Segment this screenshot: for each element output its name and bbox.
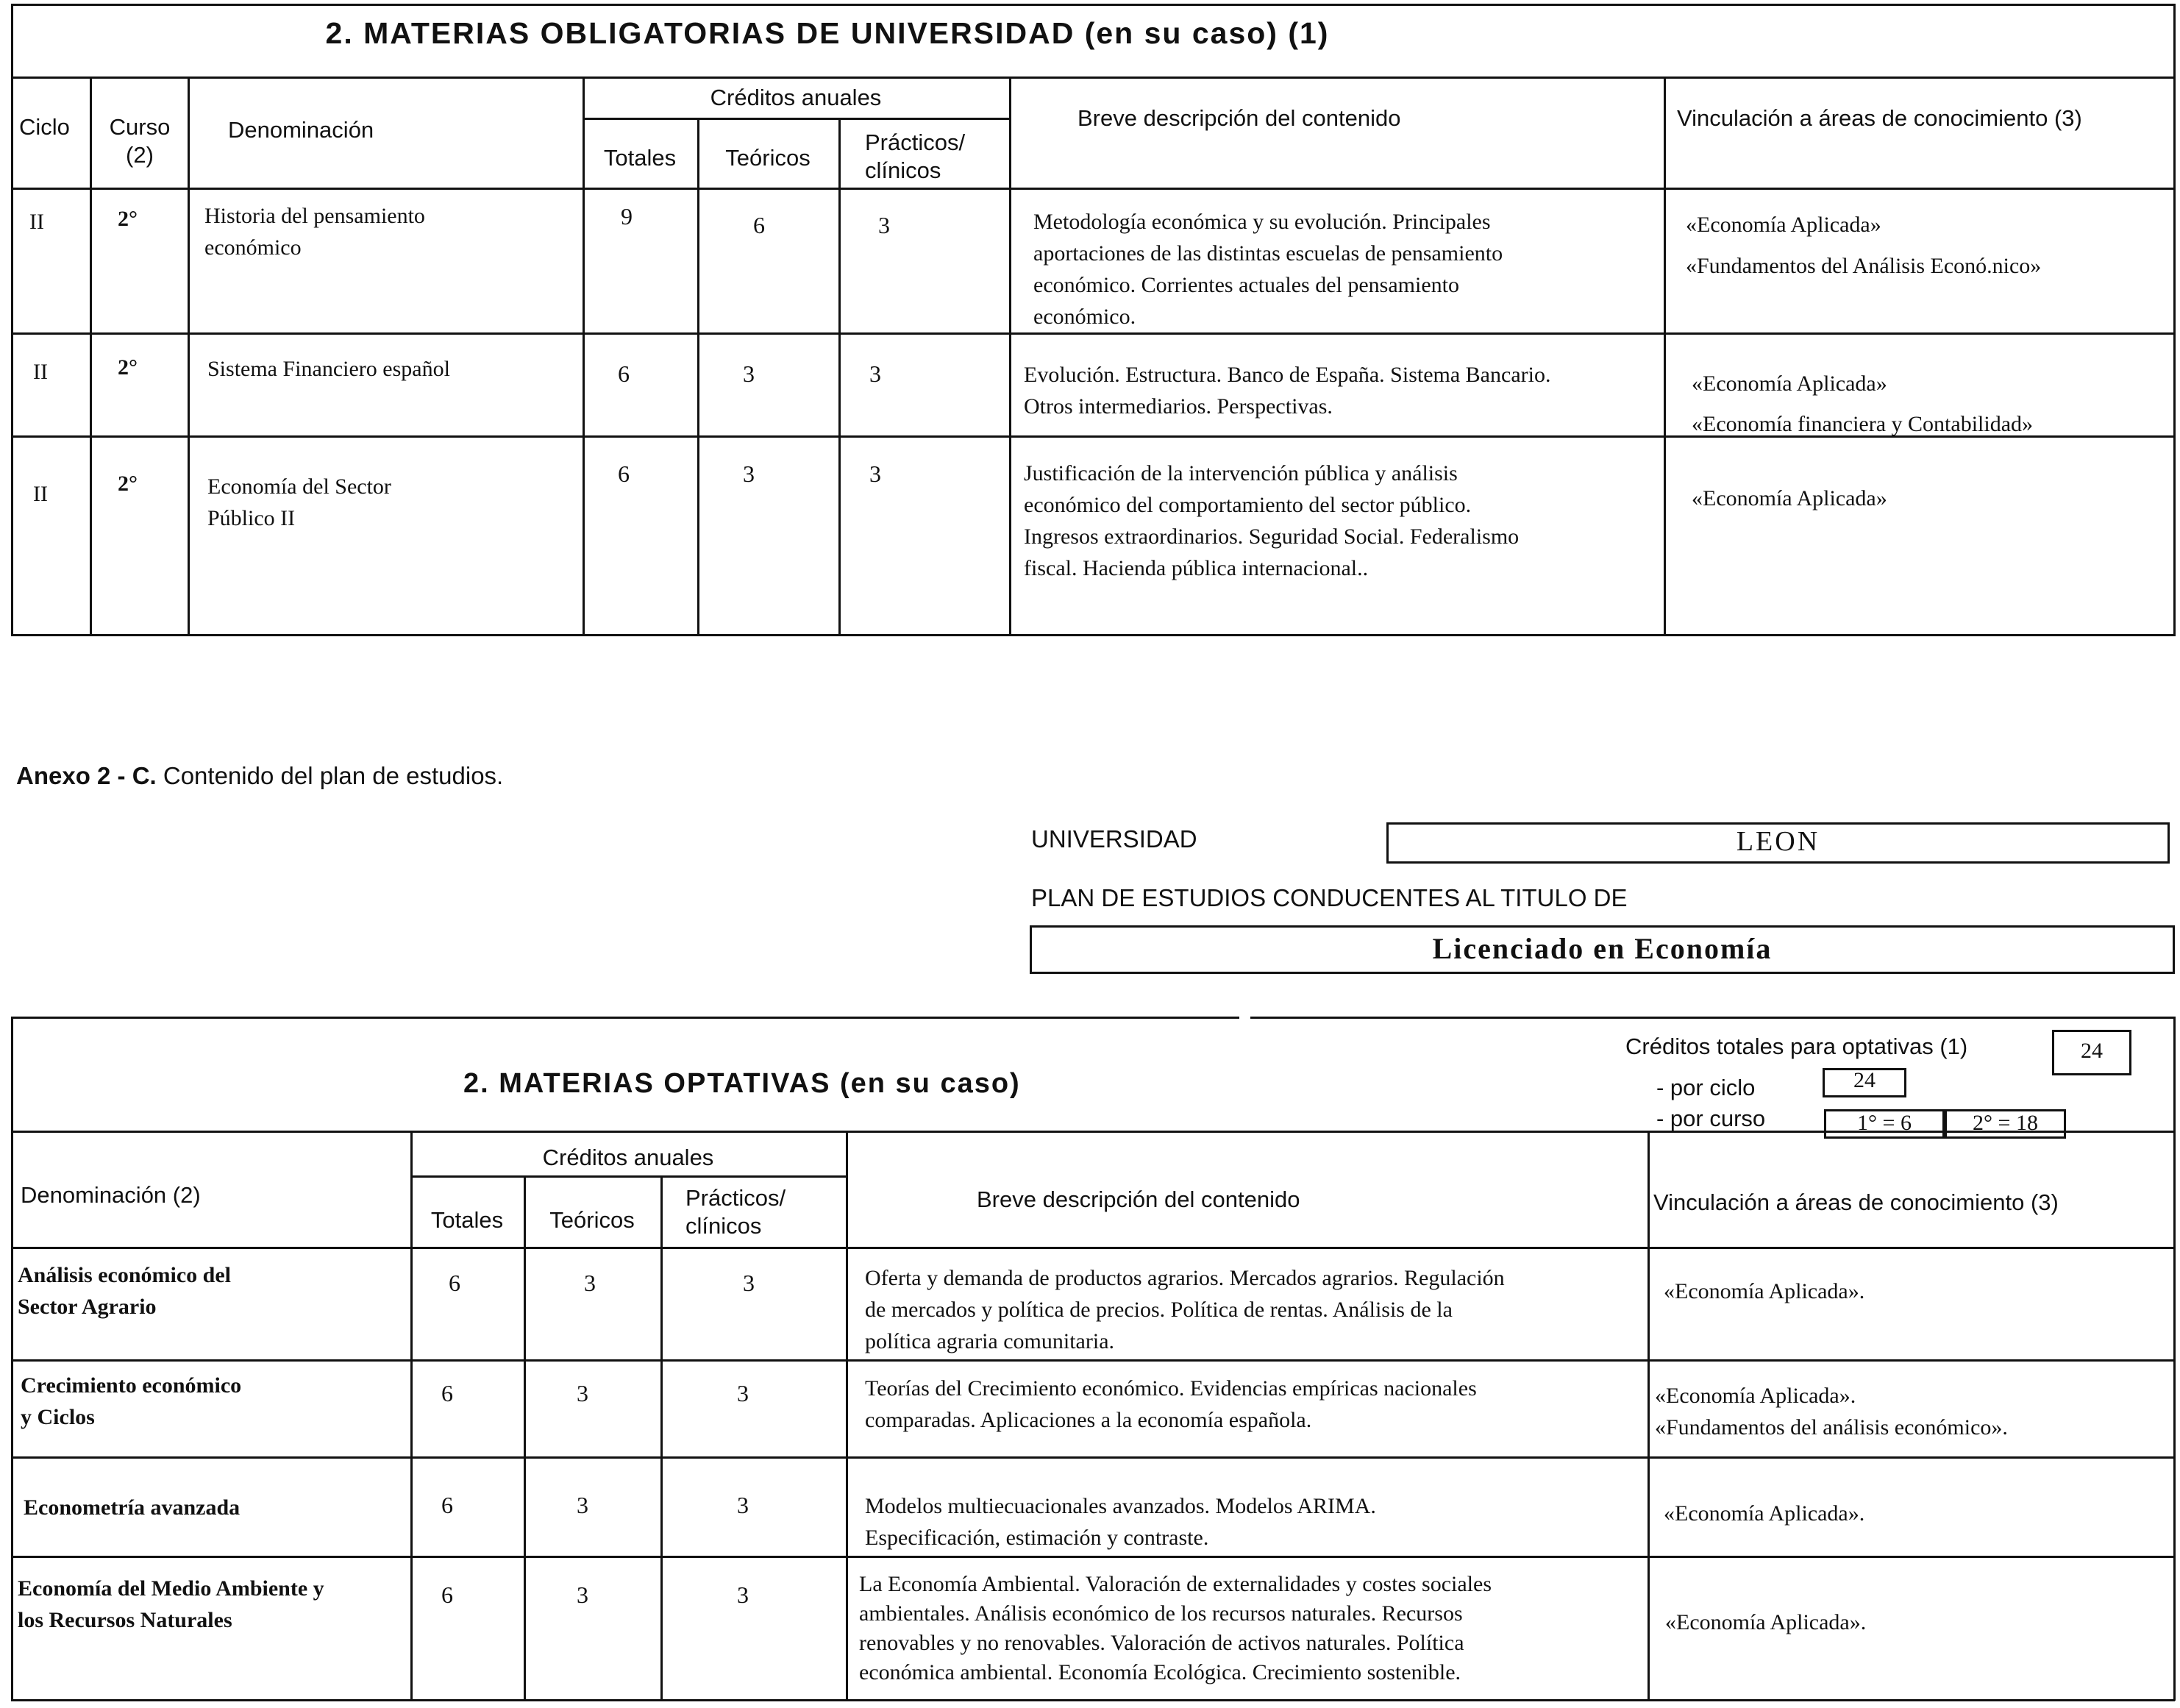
cell-vinculacion: «Economía Aplicada». xyxy=(1664,1501,1865,1526)
cell-descripcion: Modelos multiecuacionales avanzados. Modelos ARIMA. Especificación, estimación y contraste. xyxy=(865,1494,1376,1550)
header-curso: Curso (2) xyxy=(109,114,171,168)
universidad-label: UNIVERSIDAD xyxy=(1031,825,1197,853)
cell-teoricos: 3 xyxy=(577,1581,588,1608)
cell-totales: 6 xyxy=(441,1492,453,1518)
cell-totales: 6 xyxy=(441,1581,453,1608)
cell-curso: 2° xyxy=(118,472,138,496)
cell-descripcion: Evolución. Estructura. Banco de España. Sistema Bancario. Otros intermediarios. Perspectivas. xyxy=(1024,363,1551,419)
header-totales: Totales xyxy=(430,1207,504,1233)
titulo-value: Licenciado en Economía xyxy=(1432,932,1773,965)
cell-practicos: 3 xyxy=(743,1270,755,1296)
cell-denominacion: Crecimiento económico y Ciclos xyxy=(21,1373,242,1429)
header-practicos: Prácticos/ clínicos xyxy=(865,129,966,183)
header-descripcion: Breve descripción del contenido xyxy=(977,1186,1300,1212)
cell-denominacion: Economía del Sector Público II xyxy=(207,474,391,530)
cell-totales: 6 xyxy=(441,1380,453,1406)
cell-teoricos: 3 xyxy=(577,1492,588,1518)
header-practicos: Prácticos/ clínicos xyxy=(685,1185,786,1239)
cell-denominacion: Econometría avanzada xyxy=(24,1495,241,1520)
header-vinculacion: Vinculación a áreas de conocimiento (3) xyxy=(1653,1189,2059,1215)
cell-totales: 6 xyxy=(618,460,630,487)
por-ciclo-value: 24 xyxy=(1853,1068,1876,1092)
header-creditos-anuales: Créditos anuales xyxy=(710,85,882,110)
creditos-totales-value: 24 xyxy=(2081,1039,2103,1063)
annex-label-rest: Contenido del plan de estudios. xyxy=(163,762,504,789)
por-ciclo-label: - por ciclo xyxy=(1656,1075,1756,1100)
cell-practicos: 3 xyxy=(869,360,881,387)
por-curso-value-2: 2° = 18 xyxy=(1973,1111,2038,1135)
por-curso-label: - por curso xyxy=(1656,1106,1766,1131)
cell-practicos: 3 xyxy=(737,1581,749,1608)
cell-descripcion: Justificación de la intervención pública y análisis económico del comportamiento del sector público. Ingresos extraordinarios. Seguridad Social. Federalismo fiscal. Hacienda pública internacional.. xyxy=(1024,461,1520,580)
cell-ciclo: II xyxy=(33,482,48,506)
cell-curso: 2° xyxy=(118,355,138,380)
cell-descripcion: Teorías del Crecimiento económico. Evidencias empíricas nacionales comparadas. Aplicaciones a la economía española. xyxy=(865,1376,1477,1432)
header-descripcion: Breve descripción del contenido xyxy=(1077,105,1401,131)
annex-label xyxy=(16,762,503,790)
cell-teoricos: 6 xyxy=(753,212,765,238)
cell-vinculacion: «Economía Aplicada» «Economía financiera y Contabilidad» xyxy=(1692,371,2034,436)
table1-title: 2. MATERIAS OBLIGATORIAS DE UNIVERSIDAD (en su caso) (1) xyxy=(325,16,1330,50)
header-denominacion: Denominación (2) xyxy=(21,1182,201,1208)
creditos-totales-label: Créditos totales para optativas (1) xyxy=(1625,1033,1968,1059)
cell-denominacion: Historia del pensamiento económico xyxy=(204,204,425,260)
cell-denominacion: Sistema Financiero español xyxy=(207,357,450,381)
cell-ciclo: II xyxy=(29,210,44,234)
table2-title xyxy=(463,1068,1021,1100)
cell-practicos: 3 xyxy=(737,1380,749,1406)
universidad-value: LEON xyxy=(1736,826,1820,857)
cell-ciclo: II xyxy=(33,360,48,384)
cell-teoricos: 3 xyxy=(743,360,755,387)
header-teoricos: Teóricos xyxy=(725,145,811,171)
cell-totales: 6 xyxy=(618,360,630,387)
header-vinculacion: Vinculación a áreas de conocimiento (3) xyxy=(1677,105,2082,131)
header-creditos-anuales: Créditos anuales xyxy=(542,1145,714,1170)
cell-vinculacion: «Economía Aplicada». xyxy=(1664,1279,1865,1303)
cell-descripcion: Metodología económica y su evolución. Principales aportaciones de las distintas escuelas de pensamiento económico. Corrientes actuales del pensamiento económico. xyxy=(1033,210,1503,329)
annex-label-bold: Anexo 2 - C. xyxy=(16,762,157,789)
cell-descripcion: La Economía Ambiental. Valoración de externalidades y costes sociales ambientales. Análisis económico de los recursos naturales. Recursos renovables y no renovables. Valoración de activos naturales. Política económica ambiental. Economía Ecológica. Crecimiento sostenible. xyxy=(859,1572,1492,1684)
cell-denominacion: Economía del Medio Ambiente y los Recursos Naturales xyxy=(18,1576,324,1632)
table2-title-text: 2. MATERIAS OPTATIVAS (en su caso) xyxy=(463,1068,1021,1099)
cell-teoricos: 3 xyxy=(743,460,755,487)
por-curso-value-1: 1° = 6 xyxy=(1857,1111,1912,1135)
cell-vinculacion: «Economía Aplicada». «Fundamentos del análisis económico». xyxy=(1655,1384,2008,1440)
cell-totales: 6 xyxy=(449,1270,460,1296)
header-totales: Totales xyxy=(603,145,677,171)
cell-curso: 2° xyxy=(118,207,138,231)
cell-practicos: 3 xyxy=(878,212,890,238)
cell-descripcion: Oferta y demanda de productos agrarios. Mercados agrarios. Regulación de mercados y política de precios. Política de rentas. Análisis de la política agraria comunitaria. xyxy=(865,1266,1505,1353)
cell-vinculacion: «Economía Aplicada» xyxy=(1692,486,1887,510)
cell-denominacion: Análisis económico del Sector Agrario xyxy=(18,1263,231,1319)
plan-label: PLAN DE ESTUDIOS CONDUCENTES AL TITULO DE xyxy=(1031,884,1628,911)
cell-practicos: 3 xyxy=(869,460,881,487)
cell-teoricos: 3 xyxy=(577,1380,588,1406)
header-teoricos: Teóricos xyxy=(549,1207,635,1233)
cell-teoricos: 3 xyxy=(584,1270,596,1296)
cell-totales: 9 xyxy=(621,203,633,229)
header-denominacion: Denominación xyxy=(228,117,374,143)
cell-vinculacion: «Economía Aplicada» «Fundamentos del Análisis Econó.nico» xyxy=(1686,213,2042,278)
header-ciclo: Ciclo xyxy=(19,114,70,140)
cell-practicos: 3 xyxy=(737,1492,749,1518)
cell-vinculacion: «Economía Aplicada». xyxy=(1665,1610,1867,1634)
